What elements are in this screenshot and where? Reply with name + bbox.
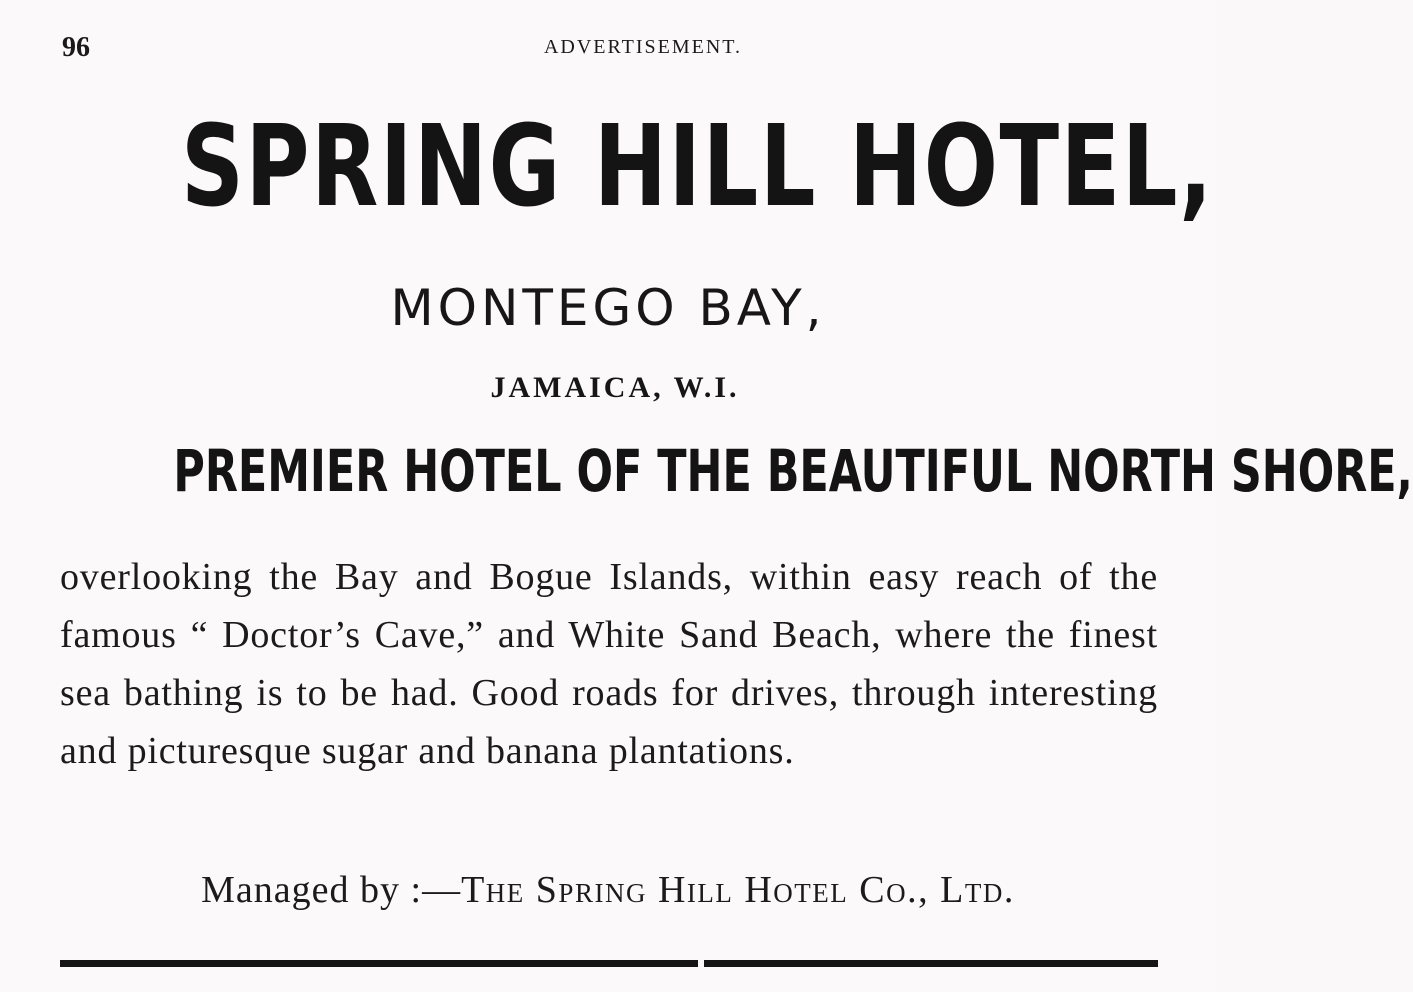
managed-by-label: Managed by :— <box>201 869 462 911</box>
page-number: 96 <box>62 32 90 63</box>
header-label: ADVERTISEMENT. <box>543 36 743 58</box>
region-heading: JAMAICA, W.I. <box>490 371 740 404</box>
tagline-heading: PREMIER HOTEL OF THE BEAUTIFUL NORTH SHORE, <box>173 437 1413 505</box>
bottom-rule-left <box>60 960 698 967</box>
page-header <box>0 28 1216 68</box>
hotel-name-heading: SPRING HILL HOTEL, <box>181 102 1214 232</box>
managing-company-name: The Spring Hill Hotel Co., Ltd. <box>461 869 1015 911</box>
location-heading: MONTEGO BAY, <box>390 279 826 337</box>
bottom-rule-right <box>704 960 1158 967</box>
managed-by-line <box>0 866 1216 914</box>
description-paragraph: overlooking the Bay and Bogue Islands, within easy reach of the famous “ Doctor’s Cave,” and White Sand Beach, where the finest sea bathing is to be had. Good roads for drives, through interesting and picturesque sugar and banana plantations. <box>60 556 1158 772</box>
